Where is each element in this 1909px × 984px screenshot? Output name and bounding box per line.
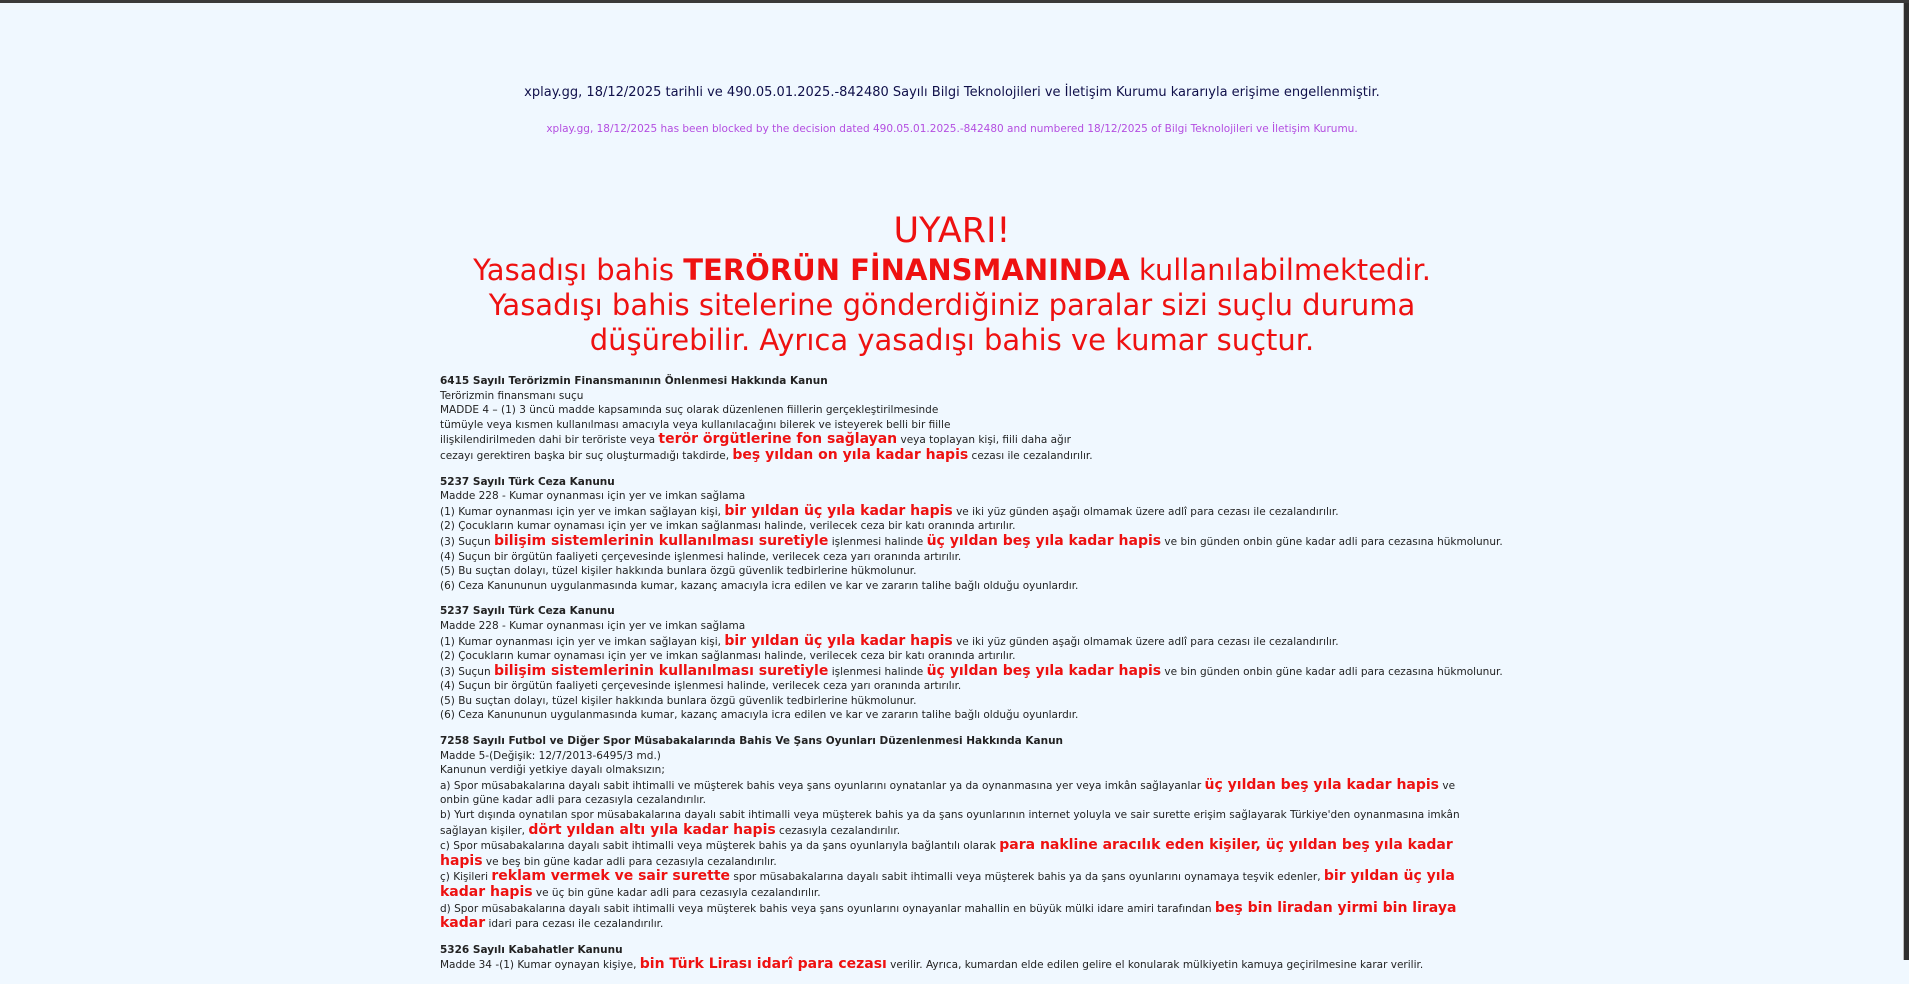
law-title: 7258 Sayılı Futbol ve Diğer Spor Müsabakalarında Bahis Ve Şans Oyunları Düzenlenmesi Hakkında Kanun bbox=[440, 735, 1064, 748]
law-5237-a bbox=[440, 475, 1503, 594]
law-text: spor müsabakalarına dayalı sabit ihtimalli veya müşterek bahis ya da şans oyunlarını oynamaya teşvik edenler, bbox=[730, 871, 1324, 884]
law-line bbox=[440, 634, 1470, 650]
warning-text-bold: TERÖRÜN FİNANSMANINDA bbox=[683, 253, 1130, 287]
law-highlight: reklam vermek ve sair surette bbox=[491, 868, 731, 885]
law-text: ve beş bin güne kadar adli para cezasıyla cezalandırılır. bbox=[482, 855, 777, 868]
law-highlight: para nakline aracılık eden kişiler, üç yıldan beş yıla kadar hapis bbox=[440, 837, 1453, 869]
law-text: ve onbin güne kadar adli para cezasıyla cezalandırılır. bbox=[440, 779, 1456, 807]
law-title: 6415 Sayılı Terörizmin Finansmanının Önlenmesi Hakkında Kanun bbox=[440, 375, 828, 387]
law-6415 bbox=[440, 374, 1470, 464]
law-text: cezayı gerektiren başka bir suç oluşturmadığı takdirde, bbox=[440, 449, 733, 462]
law-highlight: bilişim sistemlerinin kullanılması suretiyle bbox=[493, 532, 829, 549]
law-line: (4) Suçun bir örgütün faaliyeti çerçevesinde işlenmesi halinde, verilecek ceza yarı oranında artırılır. bbox=[440, 550, 962, 563]
law-text: ve üç bin güne kadar adli para cezasıyla cezalandırılır. bbox=[532, 887, 821, 899]
law-text: ve iki yüz günden aşağı olmamak üzere adlî para cezası ile cezalandırılır. bbox=[952, 505, 1339, 518]
law-highlight: bir yıldan üç yıla kadar hapis bbox=[724, 632, 953, 649]
law-line: tümüyle veya kısmen kullanılması amacıyla veya kullanılacağını bilerek ve isteyerek belli bir fiille bbox=[440, 418, 951, 431]
law-line bbox=[440, 504, 1470, 520]
law-line: (6) Ceza Kanununun uygulanmasında kumar, kazanç amacıyla icra edilen ve kar ve zararın talihe bağlı olduğu oyunlardır. bbox=[440, 709, 1079, 722]
warning-title: UYARI! bbox=[893, 211, 1011, 251]
law-line bbox=[440, 432, 1470, 448]
law-text: ve bin günden onbin güne kadar adli para cezasına hükmolunur. bbox=[1161, 535, 1503, 548]
law-text: b) Yurt dışında oynatılan spor müsabakalarına dayalı sabit ihtimalli veya müşterek bahis ya da şans oyunlarının internet yoluyla ve sair surette erişim sağlayarak Türkiye'den oynanmasına imkân sağlayan kişiler, bbox=[440, 809, 1460, 837]
law-text: cezası ile cezalandırılır. bbox=[968, 449, 1093, 462]
law-line: (2) Çocukların kumar oynaması için yer ve imkan sağlanması halinde, verilecek ceza bir katı oranında artırılır. bbox=[440, 520, 1016, 533]
law-line: Madde 228 - Kumar oynanması için yer ve imkan sağlama bbox=[440, 619, 746, 632]
law-text: ç) Kişileri bbox=[440, 871, 492, 884]
law-title: 5326 Sayılı Kabahatler Kanunu bbox=[440, 943, 623, 956]
law-text: idari para cezası ile cezalandırılır. bbox=[485, 918, 664, 931]
law-highlight: bilişim sistemlerinin kullanılması suretiyle bbox=[493, 662, 829, 679]
law-line: (5) Bu suçtan dolayı, tüzel kişiler hakkında bunlara özgü güvenlik tedbirlerine hükmolunur. bbox=[440, 694, 917, 707]
law-text: cezasıyla cezalandırılır. bbox=[775, 824, 901, 837]
law-text: verilir. Ayrıca, kumardan elde edilen gelire el konularak mülkiyetin kamuya geçirilmesine karar verilir. bbox=[886, 959, 1424, 972]
law-line: (6) Ceza Kanununun uygulanmasında kumar, kazanç amacıyla icra edilen ve kar ve zararın talihe bağlı olduğu oyunlardır. bbox=[440, 579, 1079, 592]
law-5237-b bbox=[440, 604, 1503, 723]
warning-text bbox=[430, 253, 1474, 358]
law-highlight: beş bin liradan yirmi bin liraya kadar bbox=[440, 899, 1457, 932]
law-highlight: üç yıldan beş yıla kadar hapis bbox=[926, 662, 1162, 679]
law-title: 5237 Sayılı Türk Ceza Kanunu bbox=[440, 475, 615, 488]
law-text: veya toplayan kişi, fiili daha ağır bbox=[897, 434, 1071, 447]
law-highlight: bir yıldan üç yıla kadar hapis bbox=[724, 502, 953, 519]
law-paragraph bbox=[440, 901, 1470, 932]
law-highlight: beş yıldan on yıla kadar hapis bbox=[732, 446, 969, 463]
law-line: (4) Suçun bir örgütün faaliyeti çerçevesinde işlenmesi halinde, verilecek ceza yarı oranında artırılır. bbox=[440, 680, 962, 693]
law-text: işlenmesi halinde bbox=[828, 535, 927, 548]
block-notice-turkish: xplay.gg, 18/12/2025 tarihli ve 490.05.01.2025.-842480 Sayılı Bilgi Teknolojileri ve İletişim Kurumu kararıyla erişime engellenmiştir. bbox=[524, 85, 1380, 100]
law-highlight: dört yıldan altı yıla kadar hapis bbox=[528, 821, 776, 838]
law-line: Kanunun verdiği yetkiye dayalı olmaksızın; bbox=[440, 764, 665, 777]
law-text: ve bin günden onbin güne kadar adli para cezasına hükmolunur. bbox=[1161, 665, 1503, 678]
law-paragraph bbox=[440, 838, 1470, 869]
law-line bbox=[440, 957, 1470, 973]
law-highlight: terör örgütlerine fon sağlayan bbox=[658, 431, 898, 448]
law-line: (2) Çocukların kumar oynaması için yer ve imkan sağlanması halinde, verilecek ceza bir katı oranında artırılır. bbox=[440, 650, 1016, 663]
law-text: a) Spor müsabakalarına dayalı sabit ihtimalli ve müşterek bahis veya şans oyunlarını oynatanlar ya da oynanmasına yer veya imkân sağlayanlar bbox=[440, 779, 1205, 792]
law-7258 bbox=[440, 734, 1470, 932]
law-text: (1) Kumar oynanması için yer ve imkan sağlayan kişi, bbox=[440, 505, 725, 518]
law-paragraph bbox=[440, 808, 1470, 838]
law-list bbox=[440, 374, 1503, 984]
law-title: 5237 Sayılı Türk Ceza Kanunu bbox=[440, 605, 615, 618]
law-text: c) Spor müsabakalarına dayalı sabit ihtimalli veya müşterek bahis ya da şans oyunlarıyla bağlantılı olarak bbox=[440, 840, 1000, 853]
law-text: (3) Suçun bbox=[440, 665, 494, 678]
warning-text-2: kullanılabilmektedir. Yasadışı bahis sitelerine gönderdiğiniz paralar sizi suçlu duruma düşürebilir. Ayrıca yasadışı bahis ve kumar suçtur. bbox=[488, 253, 1431, 357]
law-line: Madde 5-(Değişik: 12/7/2013-6495/3 md.) bbox=[440, 749, 661, 762]
law-paragraph bbox=[440, 869, 1470, 900]
warning-text-1: Yasadışı bahis bbox=[473, 253, 684, 287]
law-text: ve iki yüz günden aşağı olmamak üzere adlî para cezası ile cezalandırılır. bbox=[952, 635, 1339, 648]
law-text: Madde 34 -(1) Kumar oynayan kişiye, bbox=[440, 959, 640, 972]
block-notice-english: xplay.gg, 18/12/2025 has been blocked by the decision dated 490.05.01.2025.-842480 and numbered 18/12/2025 of Bilgi Teknolojileri ve İletişim Kurumu. bbox=[546, 123, 1358, 135]
law-line: MADDE 4 – (1) 3 üncü madde kapsamında suç olarak düzenlenen fiillerin gerçekleştirilmesinde bbox=[440, 404, 939, 417]
law-line: Terörizmin finansmanı suçu bbox=[440, 389, 584, 402]
law-text: (3) Suçun bbox=[440, 535, 494, 548]
law-paragraph bbox=[440, 778, 1470, 808]
law-text: ilişkilendirilmeden dahi bir teröriste veya bbox=[440, 434, 659, 447]
law-line bbox=[440, 532, 1503, 550]
law-highlight: üç yıldan beş yıla kadar hapis bbox=[1204, 776, 1440, 793]
law-text: işlenmesi halinde bbox=[828, 665, 927, 678]
law-line bbox=[440, 662, 1503, 680]
law-text: (1) Kumar oynanması için yer ve imkan sağlayan kişi, bbox=[440, 635, 725, 648]
law-5326 bbox=[440, 943, 1470, 973]
law-line: (5) Bu suçtan dolayı, tüzel kişiler hakkında bunlara özgü güvenlik tedbirlerine hükmolunur. bbox=[440, 565, 917, 578]
scrollbar[interactable] bbox=[1904, 3, 1909, 960]
law-line bbox=[440, 448, 1470, 464]
warning-block bbox=[430, 209, 1474, 358]
law-text: d) Spor müsabakalarına dayalı sabit ihtimalli veya müşterek bahis veya şans oyunlarını oynayanlar mahallin en büyük mülki idare amiri tarafından bbox=[440, 902, 1215, 915]
law-highlight: üç yıldan beş yıla kadar hapis bbox=[926, 532, 1162, 549]
law-highlight: bin Türk Lirası idarî para cezası bbox=[639, 956, 887, 973]
law-highlight: bir yıldan üç yıla kadar hapis bbox=[440, 868, 1455, 900]
law-line: Madde 228 - Kumar oynanması için yer ve imkan sağlama bbox=[440, 490, 746, 503]
